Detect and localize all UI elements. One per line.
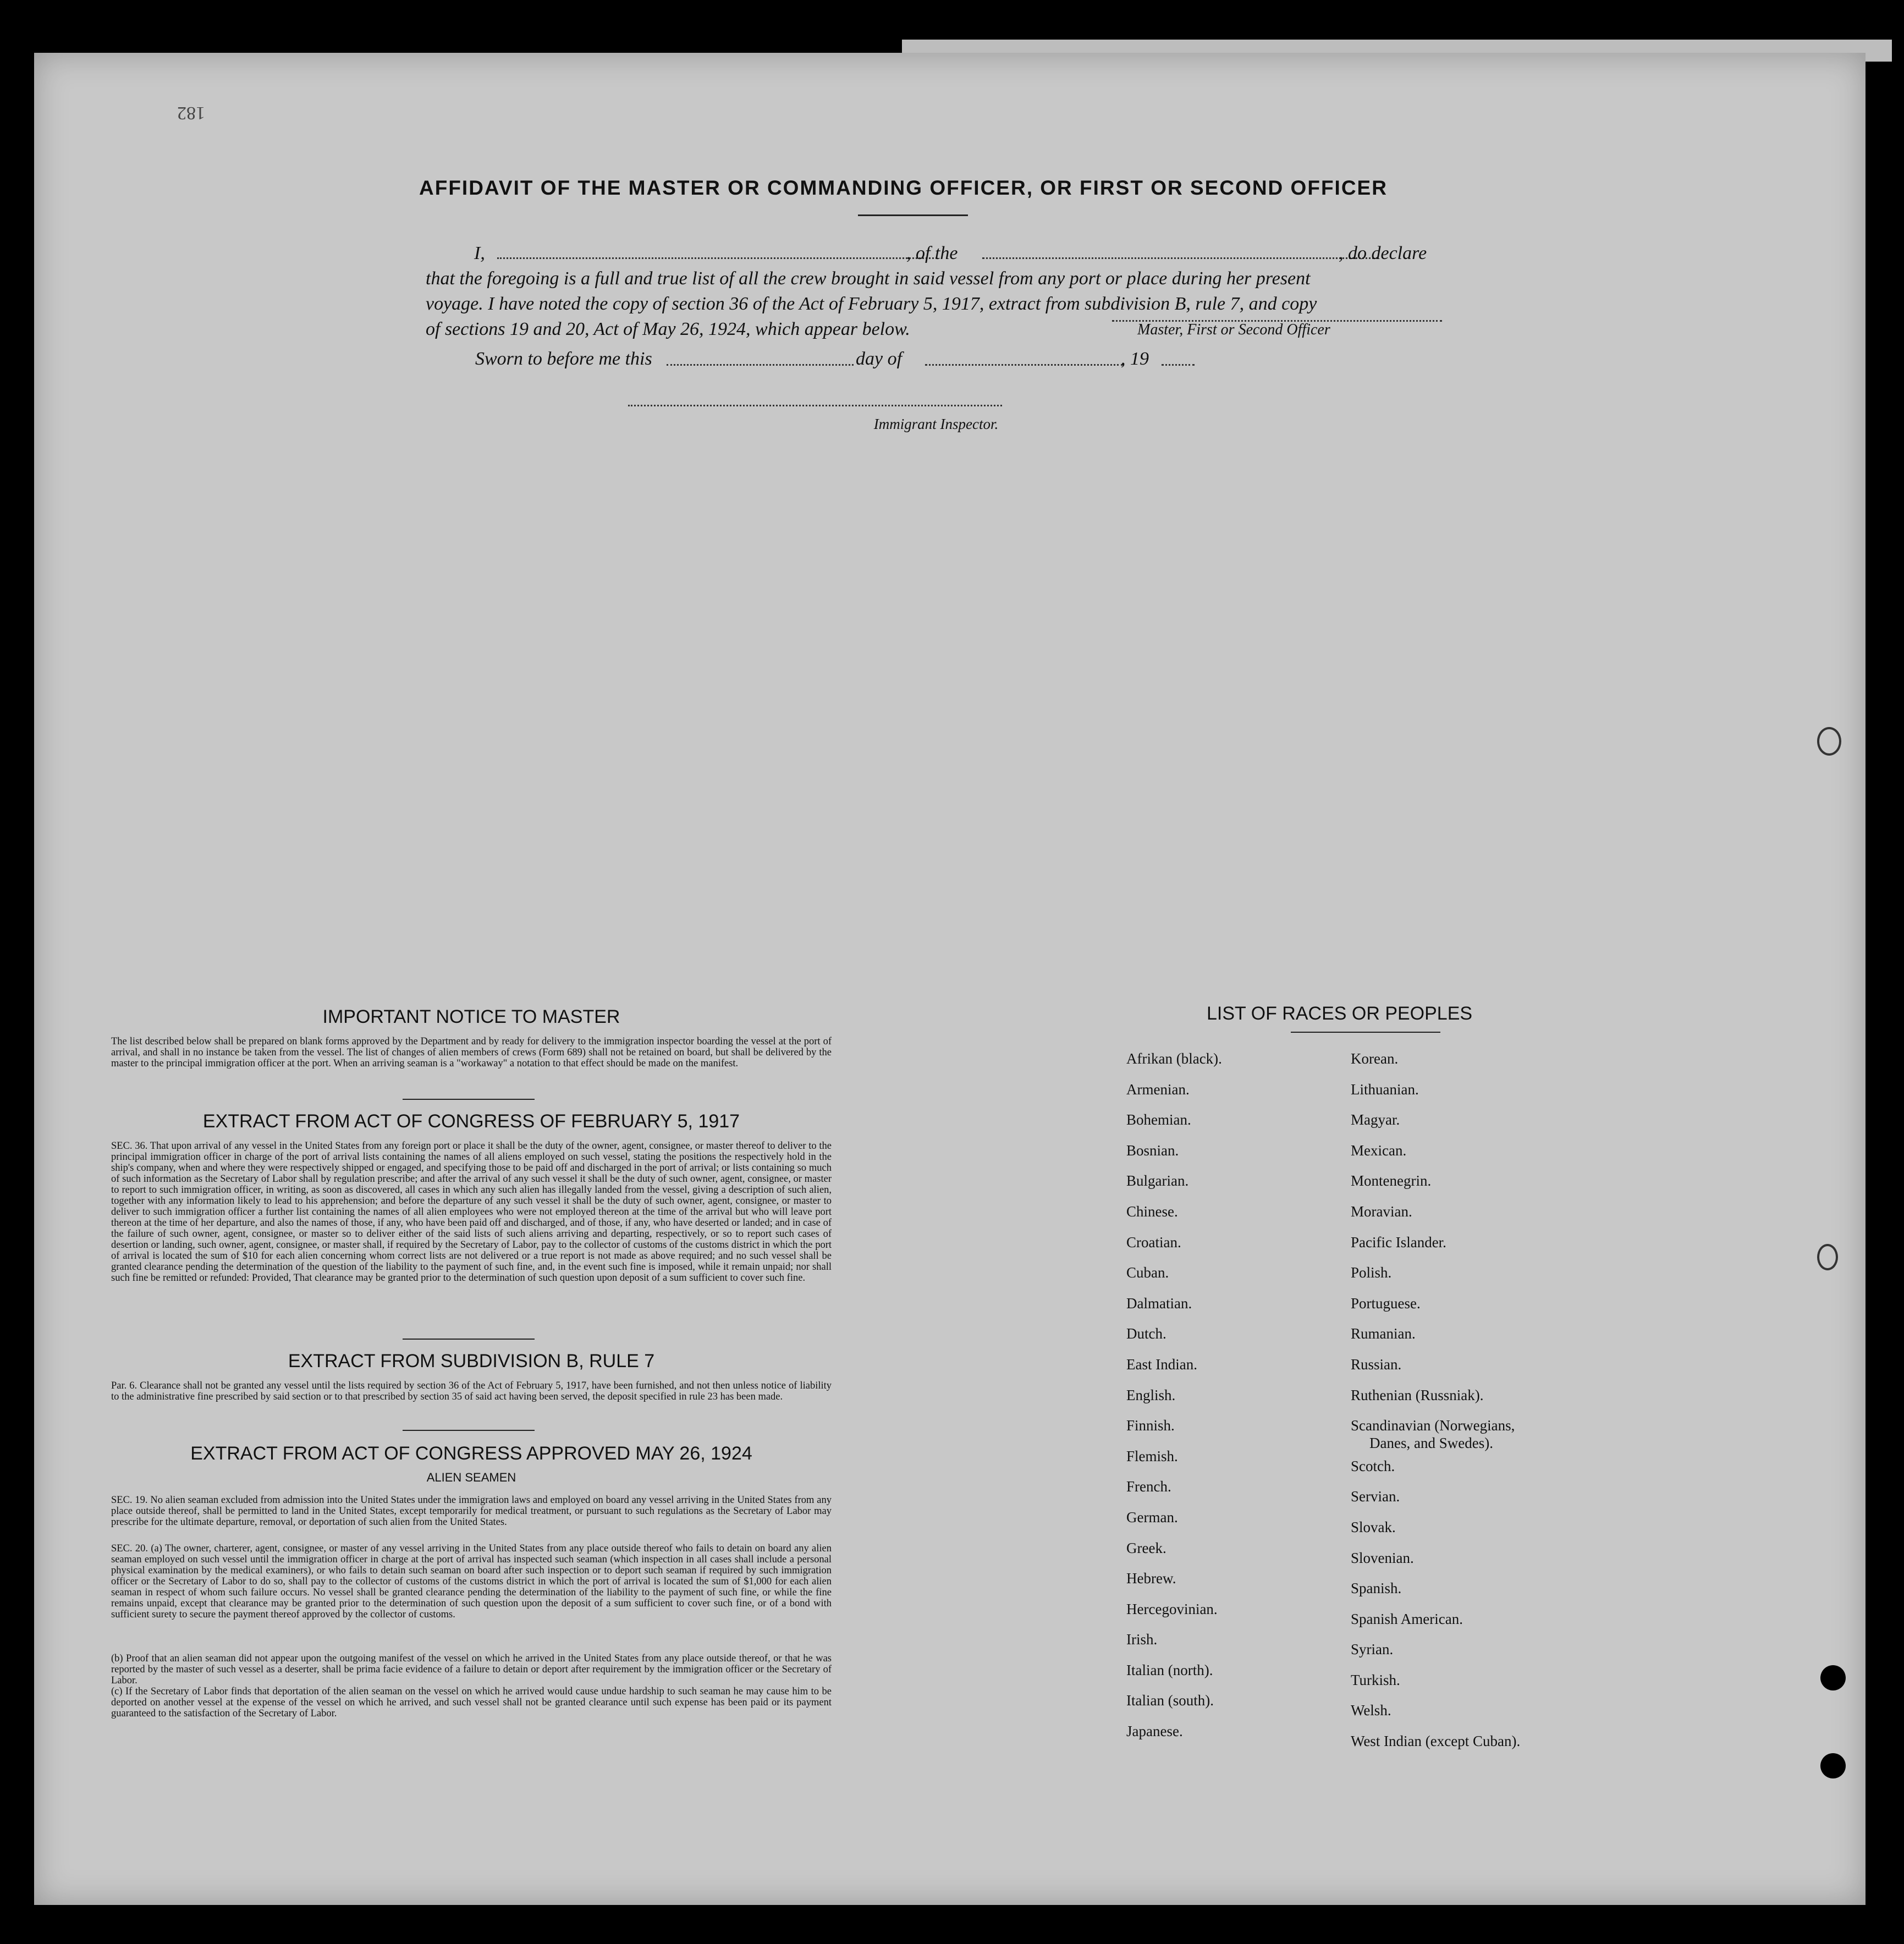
race-item: Moravian. (1351, 1203, 1412, 1220)
race-item: Scotch. (1351, 1457, 1395, 1474)
extract-1917-body: SEC. 36. That upon arrival of any vessel in the United States from any foreign port or place it shall be the duty of the owner, agent, consignee, or master thereof to deliver to the principal immigration officer in charge of the port of arrival lists containing the names of all aliens employed on such vessel, stating the positions the respectively hold in the ship's company, when and where they were respectively shipped or engaged, and specifying those to be paid off and discharged in the port of arrival; or lists containing so much of such information as the Secretary of Labor shall by regulation prescribe; and after the arrival of any such vessel it shall be the duty of such owner, agent, consignee, or master to report to such immigration officer, in writing, as soon as discovered, all cases in which any such alien has illegally landed from the vessel, giving a description of such alien, together with any information likely to lead to his apprehension; and before the departure of any such vessel it shall be the duty of such owner, agent, consignee, or master to deliver to such immigration officer a further list containing the names of all alien employees who were not employed thereon at the time of the arrival but who will leave port thereon at the time of her departure, and also the names of those, if any, who have been paid off and discharged, and of those, if any, who have deserted or landed; and in case of the failure of such owner, agent, consignee, or master so to deliver either of the said lists of such aliens arriving and departing, respectively, or so to report such cases of desertion or landing, such owner, agent, consignee, or master shall, if required by the Secretary of Labor, pay to the collector of customs of the customs district in which the port of arrival is located the sum of $10 for each alien concerning whom correct lists are not delivered or a true report is not made as above required; and no such vessel shall be granted clearance pending the determination of the question of the liability to the payment of such fine, and, in the event such fine is imposed, while it remain unpaid; nor shall such fine be remitted or refunded: Provided, That clearance may be granted prior to the determination of such question upon deposit of a sum sufficient to cover such fine. (111, 1141, 832, 1284)
race-item: Pacific Islander. (1351, 1233, 1446, 1251)
extract-1917-title: EXTRACT FROM ACT OF CONGRESS OF FEBRUARY 5, 1917 (202, 1111, 740, 1132)
race-item: Finnish. (1126, 1417, 1175, 1434)
race-item: Hebrew. (1126, 1570, 1176, 1587)
divider (403, 1099, 535, 1100)
extract-1924-subtitle: ALIEN SEAMEN (426, 1471, 516, 1484)
punch-hole (1817, 727, 1841, 756)
race-item: Welsh. (1351, 1702, 1391, 1719)
declaration-i: I, (474, 243, 485, 263)
race-item: Lithuanian. (1351, 1081, 1419, 1098)
race-item: French. (1126, 1478, 1171, 1495)
race-item: Japanese. (1126, 1723, 1183, 1740)
race-item: Syrian. (1351, 1641, 1394, 1658)
race-item: English. (1126, 1386, 1176, 1403)
extract-1924-sec20c: (c) If the Secretary of Labor finds that deportation of the alien seaman on the vessel on which he arrived would cause undue hardship to such seaman he may cause him to be deported on another vessel at the expense of the vessel on which he arrived, and such vessel shall not be granted clearance until such expense has been paid or its payment guaranteed to the satisfaction of the Secretary of Labor. (111, 1686, 832, 1719)
sworn-year-prefix: , 19 (1121, 349, 1149, 369)
extract-1924-sec19: SEC. 19. No alien seaman excluded from admission into the United States under the immigration laws and employed on board any vessel arriving in the United States from any place outside thereof, shall be permitted to land in the United States, except temporarily for medical treatment, or pursuant to such regulations as the Secretary of Labor may prescribe for the ultimate departure, removal, or deportation of such alien from the United States. (111, 1495, 832, 1528)
extract-rule7-body: Par. 6. Clearance shall not be granted any vessel until the lists required by section 36 of the Act of February 5, 1917, have been furnished, and not then unless notice of liability to the administrative fine prescribed by said section or to that prescribed by section 35 of said act having been served, the deposit specified in rule 23 has been made. (111, 1380, 832, 1402)
race-item: Danes, and Swedes). (1369, 1434, 1493, 1451)
race-item: Slovenian. (1351, 1549, 1414, 1566)
sworn-month-blank[interactable] (925, 364, 1123, 366)
race-item: Portuguese. (1351, 1295, 1421, 1312)
race-item: Turkish. (1351, 1671, 1400, 1688)
race-item: Dutch. (1126, 1325, 1166, 1342)
sworn-year-blank[interactable] (1162, 364, 1195, 366)
race-item: Spanish American. (1351, 1610, 1463, 1627)
race-item: Spanish. (1351, 1580, 1402, 1597)
name-blank[interactable] (497, 257, 937, 259)
declaration-of-the: , of the (906, 243, 958, 263)
vessel-blank[interactable] (982, 257, 1378, 259)
race-item: Hercegovinian. (1126, 1600, 1218, 1617)
race-item: Flemish. (1126, 1447, 1178, 1464)
race-item: Irish. (1126, 1631, 1158, 1648)
races-title: LIST OF RACES OR PEOPLES (1207, 1003, 1473, 1024)
extract-rule7-title: EXTRACT FROM SUBDIVISION B, RULE 7 (288, 1351, 655, 1372)
race-item: Mexican. (1351, 1142, 1407, 1159)
race-item: Armenian. (1126, 1081, 1190, 1098)
notice-body: The list described below shall be prepared on blank forms approved by the Department and by ready for delivery to the immigration inspector boarding the vessel at the port of arrival, and shall in no instance be taken from the vessel. The list of changes of alien members of crews (Form 689) shall not be retained on board, but shall be delivered by the master to the principal immigration officer at the port. When an arriving seaman is a "workaway" a notation to that effect should be made on the manifest. (111, 1036, 832, 1069)
inspector-label: Immigrant Inspector. (873, 416, 999, 432)
race-item: Croatian. (1126, 1233, 1181, 1251)
race-item: Russian. (1351, 1356, 1402, 1373)
race-item: Afrikan (black). (1126, 1050, 1222, 1067)
race-item: West Indian (except Cuban). (1351, 1733, 1521, 1750)
divider (403, 1339, 535, 1340)
signer-label: Master, First or Second Officer (1137, 321, 1330, 338)
declaration-line-2: that the foregoing is a full and true list of all the crew brought in said vessel from any port or place during her present (426, 268, 1311, 289)
race-item: Bulgarian. (1126, 1172, 1189, 1189)
sworn-day-of: day of (856, 349, 903, 369)
race-item: Italian (south). (1126, 1692, 1214, 1709)
inspector-signature-blank[interactable] (628, 405, 1002, 406)
race-item: Bosnian. (1126, 1142, 1179, 1159)
race-item: Bohemian. (1126, 1111, 1191, 1128)
race-item: Magyar. (1351, 1111, 1400, 1128)
race-item: Dalmatian. (1126, 1295, 1192, 1312)
extract-1924-title: EXTRACT FROM ACT OF CONGRESS APPROVED MAY 26, 1924 (190, 1443, 752, 1464)
extract-1924-sec20b: (b) Proof that an alien seaman did not appear upon the outgoing manifest of the vessel on which he arrived in the United States from any place outside thereof, or that he was reported by the master of such vessel as a deserter, shall be prima facie evidence of a failure to detain or deport after requirement by the immigration officer or the Secretary of Labor. (111, 1653, 832, 1686)
sworn-label: Sworn to before me this (475, 349, 652, 369)
document-page (34, 53, 1866, 1905)
race-item: Italian (north). (1126, 1661, 1213, 1678)
race-item: Montenegrin. (1351, 1172, 1432, 1189)
race-item: Slovak. (1351, 1518, 1396, 1535)
race-item: Rumanian. (1351, 1325, 1416, 1342)
declaration-line-3: voyage. I have noted the copy of section 36 of the Act of February 5, 1917, extract from subdivision B, rule 7, and copy (426, 294, 1317, 314)
affidavit-title: AFFIDAVIT OF THE MASTER OR COMMANDING OFFICER, OR FIRST OR SECOND OFFICER (419, 177, 1388, 199)
declaration-line-4: of sections 19 and 20, Act of May 26, 1924, which appear below. (426, 319, 910, 339)
race-item: Cuban. (1126, 1264, 1169, 1281)
race-item: East Indian. (1126, 1356, 1197, 1373)
race-item: Ruthenian (Russniak). (1351, 1386, 1484, 1403)
race-item: Chinese. (1126, 1203, 1178, 1220)
extract-1924-sec20a: SEC. 20. (a) The owner, charterer, agent, consignee, or master of any vessel arriving in the United States from any place outside thereof who fails to detain on board any alien seaman employed on such vessel until the immigration officer in charge at the port of arrival has inspected such seaman (which inspection in all cases shall include a personal physical examination by the medical examiners), or who fails to detain such seaman on board after such inspection or to deport such seaman if required by such immigration officer or the Secretary of Labor to do so, shall pay to the collector of customs of the customs district in which the port of arrival is located the sum of $1,000 for each alien seaman in respect of whom such failure occurs. No vessel shall be granted clearance pending the determination of the liability to the payment of such fine, or while the fine remains unpaid, except that clearance may be granted prior to the determination of such question upon the deposit of a sum sufficient to cover such fine, or of a bond with sufficient surety to secure the payment thereof approved by the collector of customs. (111, 1543, 832, 1620)
punch-hole (1820, 1753, 1846, 1778)
punch-hole (1817, 1244, 1838, 1270)
divider (403, 1430, 535, 1431)
race-item: Scandinavian (Norwegians, (1351, 1417, 1515, 1434)
race-item: German. (1126, 1508, 1178, 1526)
races-column-right (1351, 1044, 1637, 1757)
races-title-underline (1291, 1032, 1440, 1033)
race-item: Polish. (1351, 1264, 1392, 1281)
punch-hole (1820, 1665, 1846, 1690)
race-item: Servian. (1351, 1488, 1400, 1505)
sworn-day-blank[interactable] (667, 364, 854, 366)
title-underline (858, 214, 968, 216)
race-item: Greek. (1126, 1539, 1166, 1556)
notice-title: IMPORTANT NOTICE TO MASTER (322, 1006, 620, 1027)
declaration-do-declare: , do declare (1339, 243, 1427, 263)
races-column-left (1126, 1044, 1335, 1747)
race-item: Korean. (1351, 1050, 1399, 1067)
corner-number: 182 (177, 103, 205, 123)
